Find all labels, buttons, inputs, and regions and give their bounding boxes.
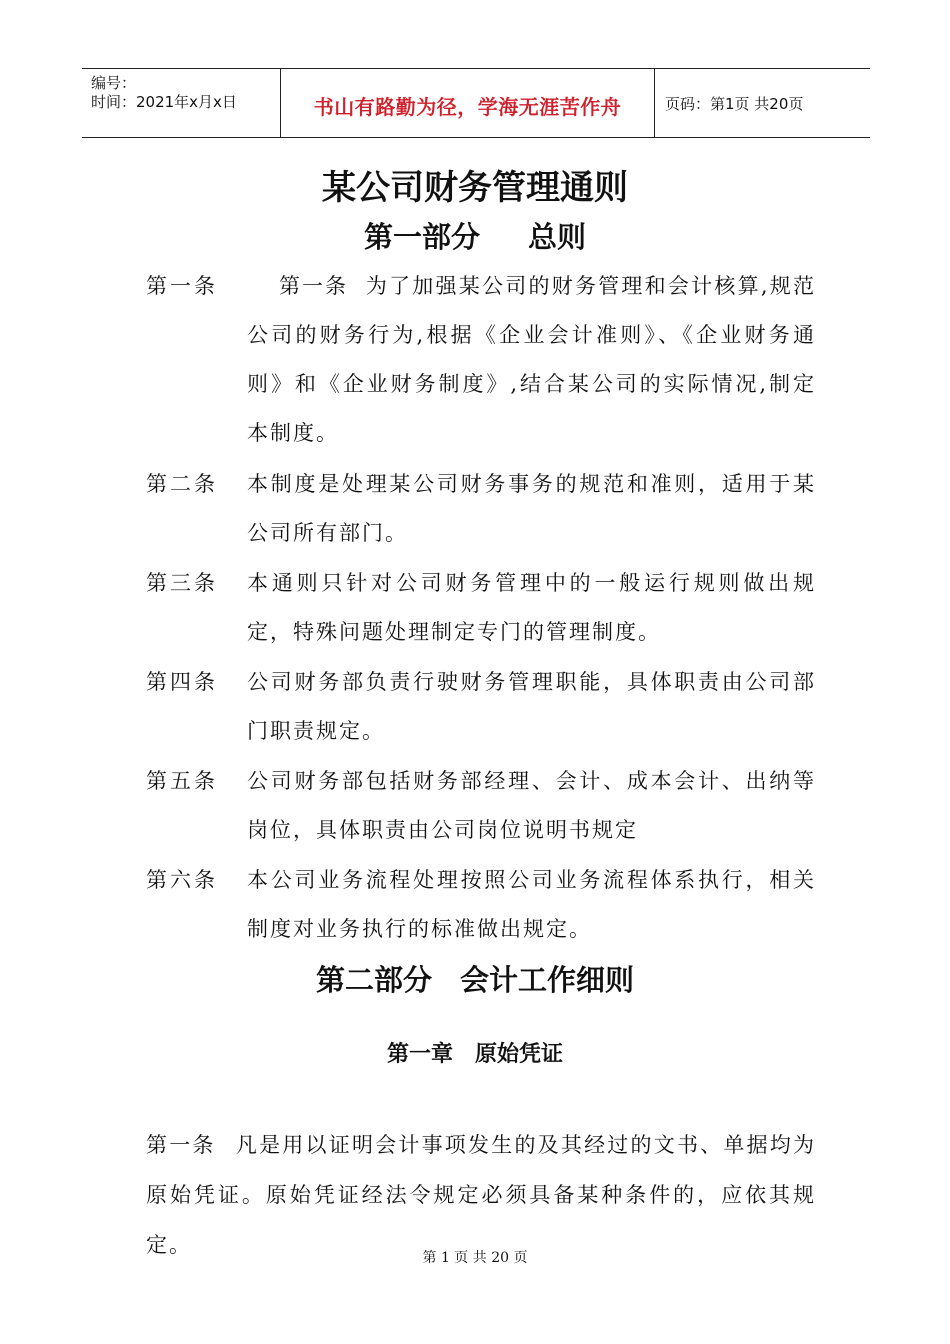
- header-motto-cell: [281, 69, 655, 137]
- part1-heading: [0, 215, 950, 256]
- article-body: 为了加强某公司的财务管理和会计核算,规范公司的财务行为,根据《企业会计准则》、《企业财务通则》和《企业财务制度》,结合某公司的实际情况,制定本制度。: [247, 274, 816, 445]
- article-body: 凡是用以证明会计事项发生的及其经过的文书、单据均为原始凭证。原始凭证经法令规定必须具备某种条件的，应依其规定。: [146, 1133, 817, 1257]
- document-header: [82, 68, 870, 138]
- article-1: [146, 262, 816, 458]
- article-label: 第二条: [146, 472, 218, 496]
- article-text: 本通则只针对公司财务管理中的一般运行规则做出规定，特殊问题处理制定专门的管理制度。: [247, 571, 816, 644]
- number-label: 编号：: [91, 74, 137, 92]
- article-text: 本公司业务流程处理按照公司业务流程体系执行，相关制度对业务执行的标准做出规定。: [247, 868, 816, 941]
- article-label: 第三条: [146, 571, 218, 595]
- article-label: 第六条: [146, 868, 218, 892]
- chapter-name: 原始凭证: [475, 1042, 564, 1067]
- article-label: 第一条: [146, 1133, 216, 1157]
- article-label: 第四条: [146, 670, 218, 694]
- article-2: [146, 460, 816, 558]
- article-5: [146, 757, 816, 855]
- article-text: 公司财务部包括财务部经理、会计、成本会计、出纳等岗位，具体职责由公司岗位说明书规定: [247, 769, 816, 842]
- document-title: 某公司财务管理通则: [322, 168, 628, 208]
- page-footer: 第 1 页 共 20 页: [422, 1250, 528, 1266]
- article-text: 公司财务部负责行驶财务管理职能，具体职责由公司部门职责规定。: [247, 670, 816, 743]
- part2-heading: [0, 958, 950, 999]
- date-line: 时间：2021年x月x日: [91, 93, 237, 111]
- header-meta-cell: [82, 69, 281, 137]
- article-label: 第一条: [146, 274, 218, 298]
- part2-name: 会计工作细则: [460, 963, 635, 997]
- page-info: 页码：第1页 共20页: [665, 95, 804, 113]
- part1-number: 第一部分: [363, 220, 480, 254]
- article-4: [146, 658, 816, 756]
- header-page-cell: [655, 69, 870, 137]
- chapter-number: 第一章: [386, 1042, 453, 1067]
- motto-text: 书山有路勤为径，学海无涯苦作舟: [313, 95, 622, 119]
- article-3: [146, 559, 816, 657]
- chapter-heading: [0, 1037, 950, 1068]
- part1-name: 总则: [528, 220, 587, 254]
- article-text: [247, 262, 816, 458]
- part2-number: 第二部分: [315, 963, 432, 997]
- article-label: 第五条: [146, 769, 218, 793]
- article-6: [146, 856, 816, 954]
- article-text: 本制度是处理某公司财务事务的规范和准则，适用于某公司所有部门。: [247, 472, 816, 545]
- article-inner-label: 第一条: [279, 274, 348, 298]
